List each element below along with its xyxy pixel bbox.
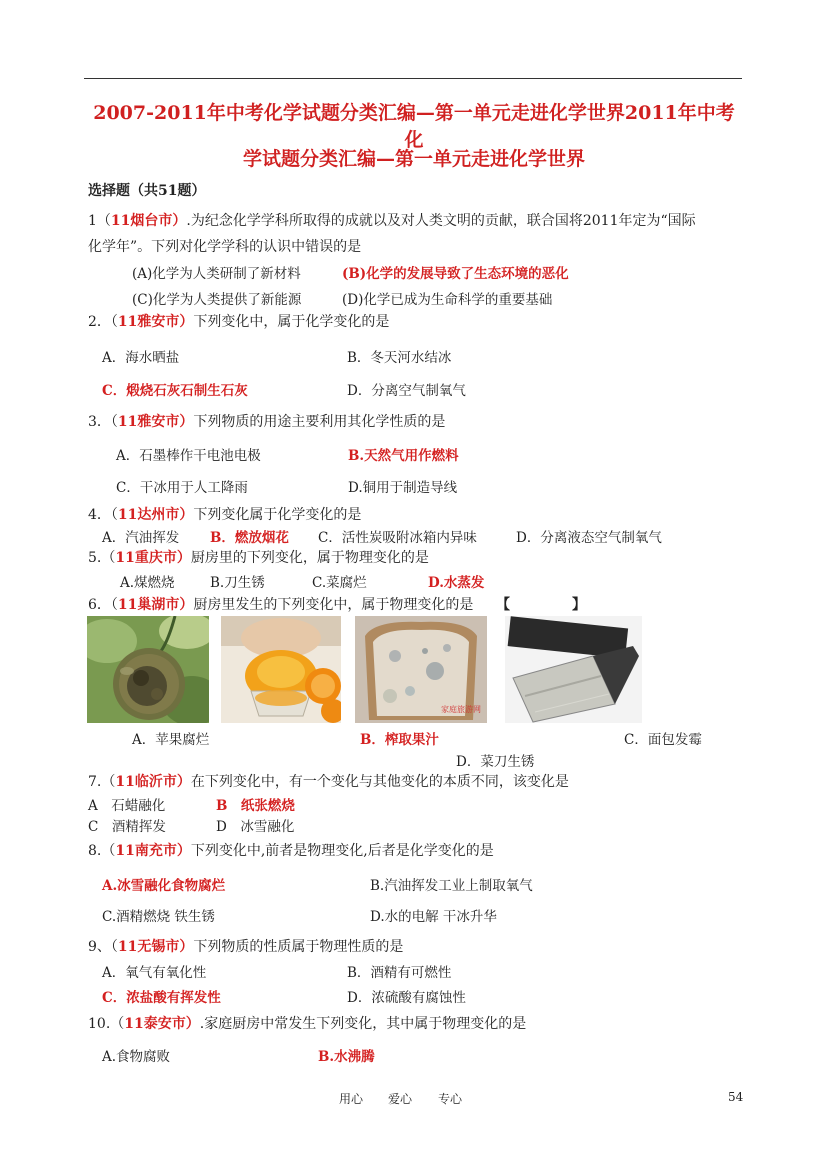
- q5-source: 11重庆市）: [115, 550, 191, 566]
- q4-stem: 下列变化属于化学变化的是: [193, 507, 362, 523]
- q2-stem: 下列变化中，属于化学变化的是: [193, 314, 390, 330]
- q5-option-a: A.煤燃烧: [120, 575, 175, 591]
- q10-stem: .家庭厨房中常发生下列变化，其中属于物理变化的是: [199, 1016, 527, 1032]
- q2-option-a: A．海水晒盐: [102, 350, 180, 366]
- q10-source: 11泰安市）: [124, 1016, 200, 1032]
- q2-option-c: C．煅烧石灰石制生石灰: [102, 383, 248, 399]
- q1-stem-1: .为纪念化学学科所取得的成就以及对人类文明的贡献，联合国将2011年定为“国际: [186, 213, 696, 229]
- q5-option-b: B.刀生锈: [210, 575, 265, 591]
- juicer-image: [221, 616, 341, 723]
- rotten-apple-image: [87, 616, 209, 723]
- q6-option-b: B．榨取果汁: [360, 732, 439, 748]
- q1-number: 1（: [88, 213, 111, 229]
- q5-option-c: C.菜腐烂: [312, 575, 367, 591]
- q4-option-b: B．燃放烟花: [210, 530, 289, 546]
- section-heading: 选择题（共51题）: [88, 183, 206, 199]
- q2-number: 2．（: [88, 314, 118, 330]
- q4-source: 11达州市）: [117, 507, 194, 523]
- q2-option-b: B．冬天河水结冰: [347, 350, 452, 366]
- question-1: [88, 210, 696, 230]
- q1-source: 11烟台市）: [110, 213, 187, 229]
- q2-source: 11雅安市）: [117, 314, 194, 330]
- q10-option-a: A.食物腐败: [102, 1049, 171, 1065]
- q7-option-b: B 纸张燃烧: [216, 798, 295, 814]
- question-10: [88, 1013, 526, 1033]
- q3-option-a: A．石墨棒作干电池电极: [116, 448, 261, 464]
- q9-stem: 下列物质的性质属于物理性质的是: [193, 939, 404, 955]
- q6-option-a: A．苹果腐烂: [132, 732, 210, 748]
- q4-option-d: D．分离液态空气制氧气: [516, 530, 662, 546]
- q1-option-c: (C)化学为人类提供了新能源: [132, 292, 302, 308]
- q7-source: 11临沂市）: [115, 774, 191, 790]
- page-title-line-2: 学试题分类汇编—第一单元走进化学世界: [242, 148, 585, 170]
- q10-number: 10.（: [88, 1016, 125, 1032]
- q3-option-d: D.铜用于制造导线: [348, 480, 458, 496]
- q8-number: 8.（: [88, 843, 116, 859]
- q8-stem: 下列变化中,前者是物理变化,后者是化学变化的是: [190, 843, 494, 859]
- q7-option-d: D 冰雪融化: [216, 819, 295, 835]
- q9-number: 9、（: [88, 939, 118, 955]
- q1-option-b: (B)化学的发展导致了生态环境的恶化: [342, 266, 569, 282]
- q8-option-a: A.冰雪融化食物腐烂: [102, 878, 226, 894]
- q3-option-b: B.天然气用作燃料: [348, 448, 459, 464]
- q2-option-d: D．分离空气制氧气: [347, 383, 466, 399]
- footer-motto-1: 用心: [339, 1092, 364, 1106]
- q9-source: 11无锡市）: [117, 939, 194, 955]
- q3-number: 3．（: [88, 414, 118, 430]
- question-3: [88, 411, 445, 431]
- q4-option-a: A．汽油挥发: [102, 530, 180, 546]
- q6-number: 6．（: [88, 597, 118, 613]
- page-title-line-1: 2007-2011年中考化学试题分类汇编—第一单元走进化学世界2011年中考化: [93, 102, 735, 151]
- q5-option-d: D.水蒸发: [428, 575, 485, 591]
- question-2: [88, 311, 389, 331]
- q9-option-d: D．浓硫酸有腐蚀性: [347, 990, 466, 1006]
- q7-number: 7.（: [88, 774, 116, 790]
- photo-watermark: 家庭旅游网: [441, 705, 481, 714]
- header-rule: [84, 78, 742, 79]
- q4-number: 4．（: [88, 507, 118, 523]
- question-8: [88, 840, 494, 860]
- q6-option-d: D．菜刀生锈: [456, 754, 535, 770]
- q9-option-b: B．酒精有可燃性: [347, 965, 452, 981]
- question-5: [88, 547, 429, 567]
- q7-stem: 在下列变化中，有一个变化与其他变化的本质不同，该变化是: [190, 774, 569, 790]
- kitchen-knife-image: [505, 616, 642, 723]
- question-9: [88, 936, 403, 956]
- q8-source: 11南充市）: [115, 843, 191, 859]
- q6-option-c: C．面包发霉: [624, 732, 702, 748]
- page-number: 54: [728, 1090, 744, 1104]
- q7-option-c: C 酒精挥发: [88, 819, 166, 835]
- question-4: [88, 504, 361, 524]
- q8-option-b: B.汽油挥发工业上制取氧气: [370, 878, 533, 894]
- q3-stem: 下列物质的用途主要利用其化学性质的是: [193, 414, 446, 430]
- footer-motto-2: 爱心: [388, 1092, 413, 1106]
- q1-stem-2: 化学年”。下列对化学学科的认识中错误的是: [88, 239, 362, 255]
- q8-option-c: C.酒精燃烧 铁生锈: [102, 909, 215, 925]
- q3-source: 11雅安市）: [117, 414, 194, 430]
- moldy-bread-image: [355, 616, 487, 723]
- q1-option-a: (A)化学为人类研制了新材料: [132, 266, 301, 282]
- footer-motto-3: 专心: [438, 1092, 463, 1106]
- q8-option-d: D.水的电解 干冰升华: [370, 909, 497, 925]
- question-6: [88, 594, 473, 614]
- q6-bracket-left: 【: [496, 597, 510, 613]
- q3-option-c: C．干冰用于人工降雨: [116, 480, 248, 496]
- q9-option-c: C．浓盐酸有挥发性: [102, 990, 221, 1006]
- q6-bracket-right: 】: [572, 597, 586, 613]
- q1-option-d: (D)化学已成为生命科学的重要基础: [342, 292, 553, 308]
- q5-number: 5.（: [88, 550, 116, 566]
- q6-source: 11巢湖市）: [117, 597, 194, 613]
- question-7: [88, 771, 569, 791]
- q6-stem: 厨房里发生的下列变化中，属于物理变化的是: [193, 597, 474, 613]
- q10-option-b: B.水沸腾: [318, 1049, 375, 1065]
- q4-option-c: C．活性炭吸附冰箱内异味: [318, 530, 477, 546]
- q7-option-a: A 石蜡融化: [88, 798, 166, 814]
- q9-option-a: A．氧气有氧化性: [102, 965, 207, 981]
- q5-stem: 厨房里的下列变化，属于物理变化的是: [190, 550, 429, 566]
